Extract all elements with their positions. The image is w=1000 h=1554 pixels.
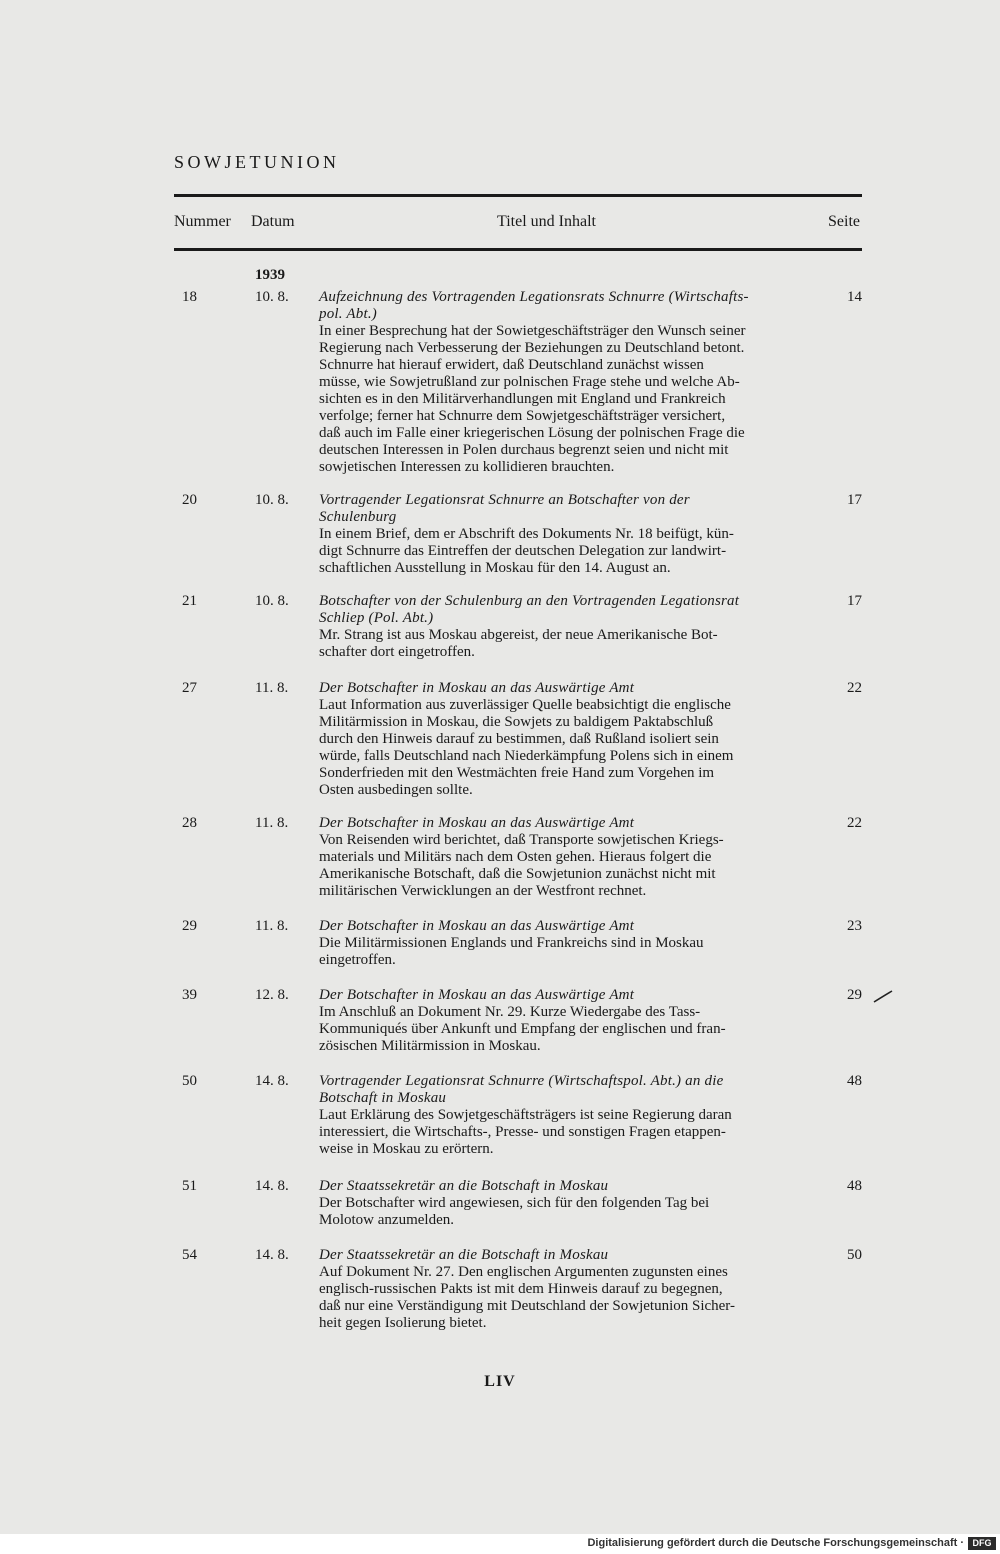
- entry-summary-line: Die Militärmissionen Englands und Frankreichs sind in Moskau: [319, 935, 704, 951]
- entry-number: 18: [182, 289, 197, 305]
- year-heading: 1939: [255, 267, 285, 283]
- entry-page-number: 50: [847, 1247, 862, 1263]
- column-header-date: Datum: [251, 213, 295, 230]
- entry-summary-line: sichten es in den Militärverhandlungen mit England und Frankreich: [319, 391, 726, 407]
- entry-page-number: 17: [847, 492, 862, 508]
- entry-summary-line: Kommuniqués über Ankunft und Empfang der englischen und fran-: [319, 1021, 726, 1037]
- entry-number: 54: [182, 1247, 197, 1263]
- handwritten-check-mark: [872, 990, 894, 1004]
- entry-title-line: Der Botschafter in Moskau an das Auswärtige Amt: [319, 987, 635, 1003]
- entry-page-number: 48: [847, 1073, 862, 1089]
- entry-title-line: Aufzeichnung des Vortragenden Legationsrats Schnurre (Wirtschafts-: [319, 289, 749, 305]
- entry-summary-line: zösischen Militärmission in Moskau.: [319, 1038, 541, 1054]
- entry-date: 11. 8.: [255, 680, 289, 696]
- entry-summary-line: Laut Information aus zuverlässiger Quelle beabsichtigt die englische: [319, 697, 731, 713]
- entry-date: 14. 8.: [255, 1073, 289, 1089]
- dfg-logo: DFG: [968, 1537, 996, 1550]
- entry-number: 28: [182, 815, 197, 831]
- entry-number: 27: [182, 680, 197, 696]
- entry-date: 14. 8.: [255, 1247, 289, 1263]
- entry-summary-line: schafter dort eingetroffen.: [319, 644, 475, 660]
- column-header-number: Nummer: [174, 213, 231, 230]
- header-rule-bottom: [174, 248, 862, 251]
- entry-title-line: Vortragender Legationsrat Schnurre an Botschafter von der: [319, 492, 690, 508]
- entry-summary-line: Molotow anzumelden.: [319, 1212, 454, 1228]
- entry-title-line: Der Botschafter in Moskau an das Auswärtige Amt: [319, 815, 635, 831]
- entry-title-line: Botschaft in Moskau: [319, 1090, 447, 1106]
- entry-summary-line: müsse, wie Sowjetrußland zur polnischen Frage stehe und welche Ab-: [319, 374, 740, 390]
- entry-title-line: Vortragender Legationsrat Schnurre (Wirtschaftspol. Abt.) an die: [319, 1073, 724, 1089]
- entry-page-number: 23: [847, 918, 862, 934]
- entry-page-number: 17: [847, 593, 862, 609]
- entry-number: 20: [182, 492, 197, 508]
- entry-page-number: 22: [847, 815, 862, 831]
- entry-body: [319, 593, 813, 661]
- entry-summary-line: Laut Erklärung des Sowjetgeschäftsträgers ist seine Regierung daran: [319, 1107, 732, 1123]
- entry-title-line: Der Botschafter in Moskau an das Auswärtige Amt: [319, 680, 635, 696]
- entry-title-line: Der Staatssekretär an die Botschaft in Moskau: [319, 1178, 609, 1194]
- entry-summary-line: Schnurre hat hierauf erwidert, daß Deutschland zunächst wissen: [319, 357, 704, 373]
- entry-summary-line: Sonderfrieden mit den Westmächten freie Hand zum Vorgehen im: [319, 765, 715, 781]
- entry-number: 50: [182, 1073, 197, 1089]
- entry-summary-line: In einer Besprechung hat der Sowietgeschäftsträger den Wunsch seiner: [319, 323, 746, 339]
- entry-title-line: Der Botschafter in Moskau an das Auswärtige Amt: [319, 918, 635, 934]
- entry-summary-line: Regierung nach Verbesserung der Beziehungen zu Deutschland betont.: [319, 340, 745, 356]
- entry-summary-line: Im Anschluß an Dokument Nr. 29. Kurze Wiedergabe des Tass-: [319, 1004, 701, 1020]
- entry-number: 51: [182, 1178, 197, 1194]
- entry-summary-line: würde, falls Deutschland nach Niederkämpfung Polens sich in einem: [319, 748, 734, 764]
- footer-credit: Digitalisierung gefördert durch die Deutsche Forschungsgemeinschaft ·: [587, 1537, 964, 1549]
- entry-date: 14. 8.: [255, 1178, 289, 1194]
- entry-body: [319, 987, 813, 1055]
- page-number: LIV: [484, 1373, 516, 1390]
- entry-date: 10. 8.: [255, 492, 289, 508]
- entry-summary-line: Der Botschafter wird angewiesen, sich für den folgenden Tag bei: [319, 1195, 710, 1211]
- entry-body: [319, 289, 813, 476]
- column-header-title: Titel und Inhalt: [497, 213, 596, 230]
- entry-summary-line: digt Schnurre das Eintreffen der deutschen Delegation zur landwirt-: [319, 543, 727, 559]
- entry-title-line: pol. Abt.): [319, 306, 377, 322]
- entry-summary-line: Auf Dokument Nr. 27. Den englischen Argumenten zugunsten eines: [319, 1264, 728, 1280]
- entry-body: [319, 1247, 813, 1332]
- entry-date: 10. 8.: [255, 289, 289, 305]
- entry-date: 12. 8.: [255, 987, 289, 1003]
- footer-bar: [0, 1534, 1000, 1554]
- entry-summary-line: daß auch im Falle einer kriegerischen Lösung der polnischen Frage die: [319, 425, 745, 441]
- entry-title-line: Schulenburg: [319, 509, 397, 525]
- entry-page-number: 29: [847, 987, 862, 1003]
- entry-date: 11. 8.: [255, 918, 289, 934]
- entry-title-line: Schliep (Pol. Abt.): [319, 610, 434, 626]
- entry-number: 39: [182, 987, 197, 1003]
- entry-summary-line: sowjetischen Interessen zu kollidieren brauchten.: [319, 459, 615, 475]
- header-rule-top: [174, 194, 862, 197]
- entry-title-line: Botschafter von der Schulenburg an den Vortragenden Legationsrat: [319, 593, 740, 609]
- entry-number: 21: [182, 593, 197, 609]
- entry-date: 11. 8.: [255, 815, 289, 831]
- entry-page-number: 14: [847, 289, 862, 305]
- section-title: SOWJETUNION: [174, 152, 340, 172]
- entry-summary-line: heit gegen Isolierung bietet.: [319, 1315, 487, 1331]
- entry-summary-line: militärischen Verwicklungen an der Westfront rechnet.: [319, 883, 647, 899]
- entry-body: [319, 1178, 813, 1229]
- entry-summary-line: weise in Moskau zu erörtern.: [319, 1141, 494, 1157]
- entry-summary-line: durch den Hinweis darauf zu bestimmen, daß Rußland isoliert sein: [319, 731, 719, 747]
- entry-summary-line: interessiert, die Wirtschafts-, Presse- und sonstigen Fragen etappen-: [319, 1124, 726, 1140]
- entry-summary-line: Von Reisenden wird berichtet, daß Transporte sowjetischen Kriegs-: [319, 832, 724, 848]
- entry-body: [319, 492, 813, 577]
- entry-summary-line: Amerikanische Botschaft, daß die Sowjetunion zunächst nicht mit: [319, 866, 716, 882]
- entry-number: 29: [182, 918, 197, 934]
- entry-summary-line: Osten ausbedingen sollte.: [319, 782, 473, 798]
- entry-summary-line: In einem Brief, dem er Abschrift des Dokuments Nr. 18 beifügt, kün-: [319, 526, 734, 542]
- entry-page-number: 22: [847, 680, 862, 696]
- entry-summary-line: deutschen Interessen in Polen durchaus begrenzt seien und nicht mit: [319, 442, 729, 458]
- entry-title-line: Der Staatssekretär an die Botschaft in Moskau: [319, 1247, 609, 1263]
- entry-summary-line: materials und Militärs nach dem Osten gehen. Hieraus folgert die: [319, 849, 712, 865]
- entry-summary-line: verfolge; ferner hat Schnurre dem Sowjetgeschäftsträger versichert,: [319, 408, 726, 424]
- entry-body: [319, 815, 813, 900]
- entry-summary-line: englisch-russischen Pakts ist mit dem Hinweis darauf zu begegnen,: [319, 1281, 723, 1297]
- entry-body: [319, 680, 813, 799]
- entry-body: [319, 918, 813, 969]
- column-header-page: Seite: [828, 213, 860, 230]
- entry-summary-line: daß nur eine Verständigung mit Deutschland der Sowjetunion Sicher-: [319, 1298, 736, 1314]
- entry-summary-line: eingetroffen.: [319, 952, 396, 968]
- entry-summary-line: Militärmission in Moskau, die Sowjets zu baldigem Paktabschluß: [319, 714, 714, 730]
- entry-body: [319, 1073, 813, 1158]
- entry-summary-line: schaftlichen Ausstellung in Moskau für den 14. August an.: [319, 560, 671, 576]
- entry-page-number: 48: [847, 1178, 862, 1194]
- entry-summary-line: Mr. Strang ist aus Moskau abgereist, der neue Amerikanische Bot-: [319, 627, 718, 643]
- entry-date: 10. 8.: [255, 593, 289, 609]
